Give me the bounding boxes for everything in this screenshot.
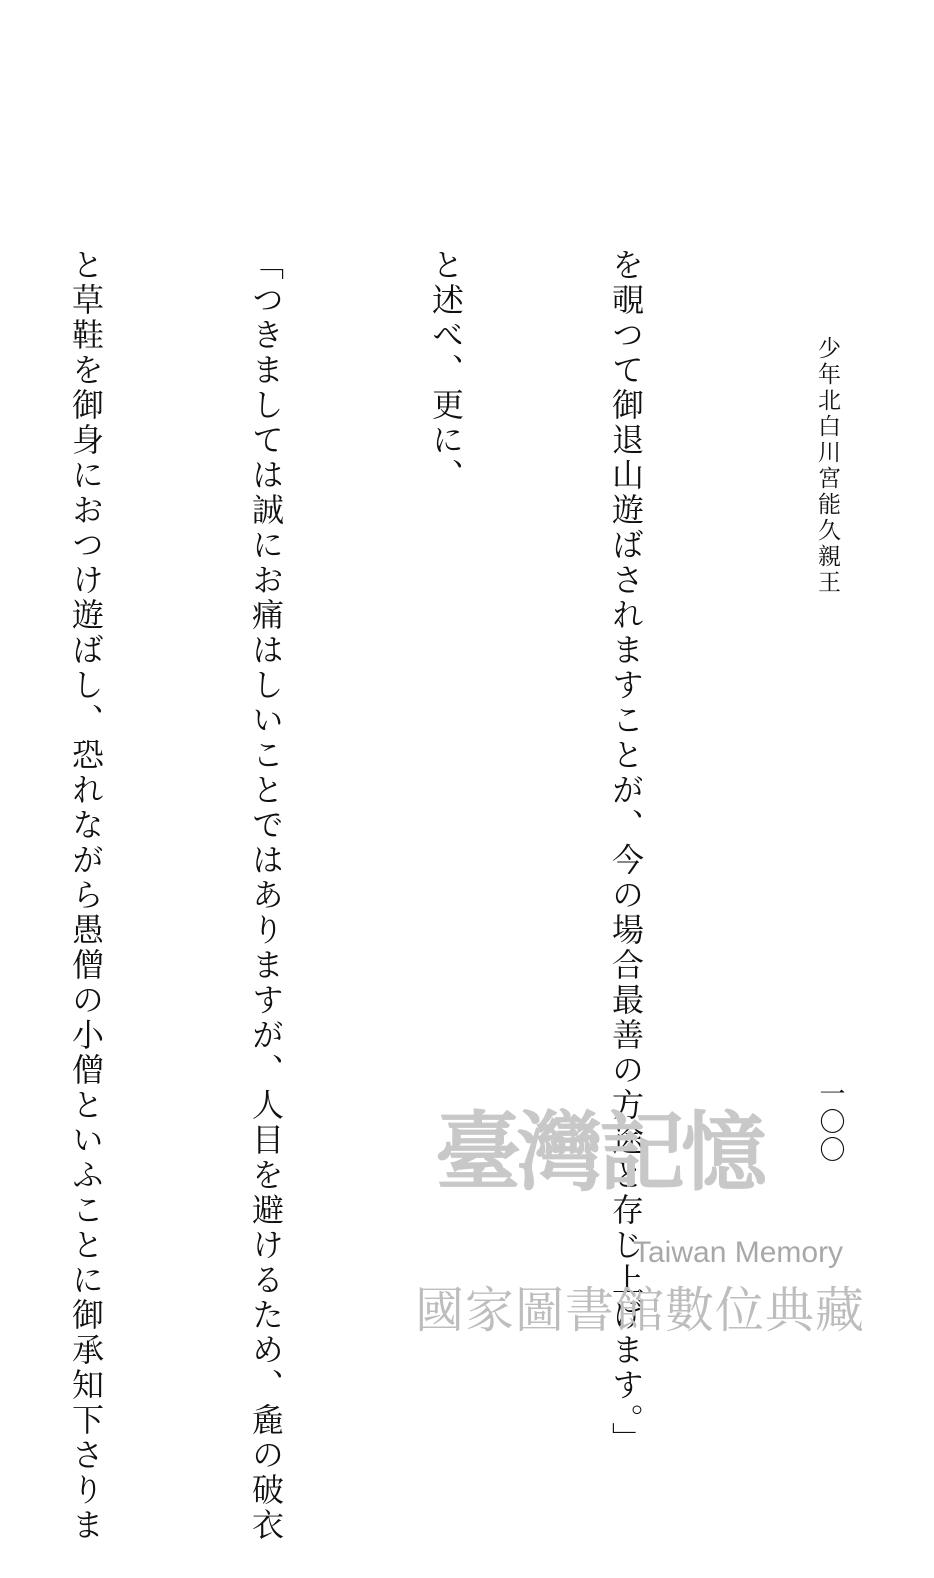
watermark-logo: 臺灣記憶 xyxy=(435,1102,763,1203)
watermark-chinese: 國家圖書館數位典藏 xyxy=(415,1282,866,1339)
text-line: を覗つて御退山遊ばされますことが、今の場合最善の方途と存じ上げます。」 xyxy=(607,248,645,1457)
text-line: 「つきましては誠にお痛はしいことではありますが、人目を避けるため、麁の破衣 xyxy=(247,248,285,1543)
text-line: と述べ、更に、 xyxy=(427,248,465,493)
text-line: と草鞋を御身におつけ遊ばし、恐れながら愚僧の小僧といふことに御承知下さりま xyxy=(67,248,105,1543)
body-text xyxy=(0,248,776,1543)
page-number: 一〇〇 xyxy=(815,1080,845,1164)
running-title: 少年北白川宮能久親王 xyxy=(814,336,840,596)
watermark-english: Taiwan Memory xyxy=(633,1236,844,1269)
